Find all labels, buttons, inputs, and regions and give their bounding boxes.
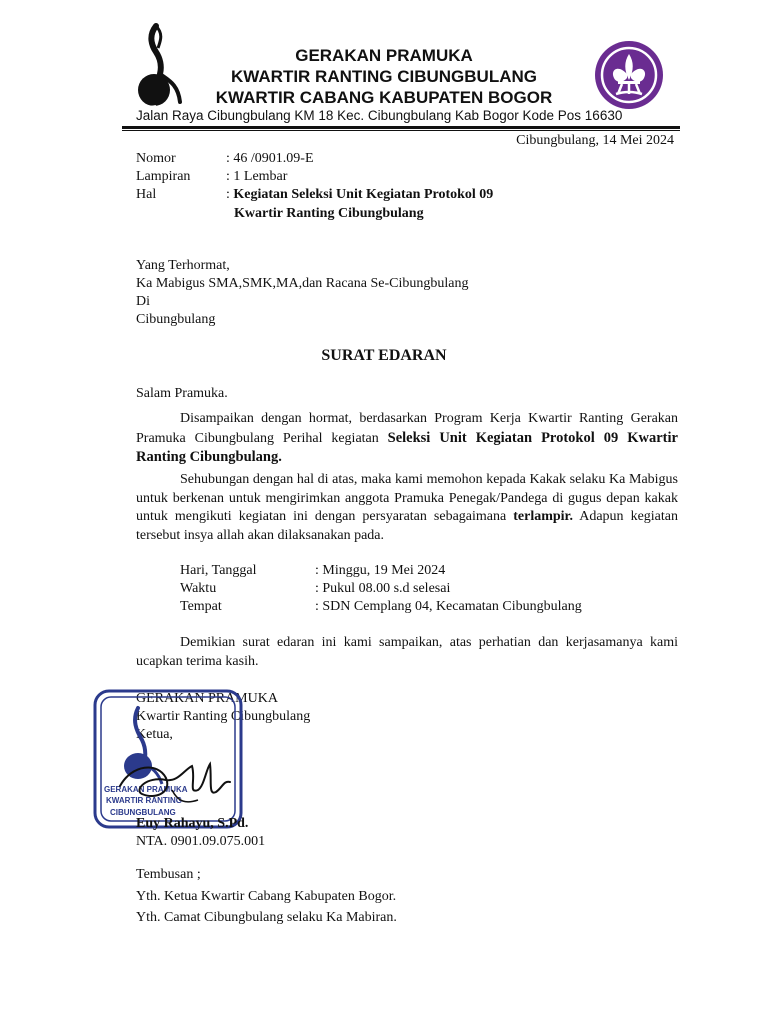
paragraph-1-text: Disampaikan dengan hormat, berdasarkan Program Kerja Kwartir Ranting Gerakan Pramuka Cibungbulang Perihal kegiatan (136, 411, 678, 446)
meta-subject-line-2: Kwartir Ranting Cibungbulang (234, 206, 424, 221)
paragraph-2-bold: terlampir. (513, 509, 573, 524)
recipient-greeting: Yang Terhormat, (136, 258, 230, 273)
meta-label-nomor: Nomor (136, 151, 176, 166)
meta-value-lampiran: : 1 Lembar (226, 169, 288, 184)
schedule-value-place: : SDN Cemplang 04, Kecamatan Cibungbulang (315, 599, 582, 614)
meta-value-hal (226, 186, 493, 204)
paragraph-1-bold: Seleksi Unit Kegiatan Protokol 09 Kwartir Ranting Cibungbulang. (136, 429, 678, 465)
cc-item: Yth. Camat Cibungbulang selaku Ka Mabiran. (136, 910, 397, 925)
schedule-value-time: : Pukul 08.00 s.d selesai (315, 581, 451, 596)
cc-item: Yth. Ketua Kwartir Cabang Kabupaten Bogor. (136, 889, 397, 904)
recipient-place: Cibungbulang (136, 312, 216, 327)
letter-date: Cibungbulang, 14 Mei 2024 (516, 133, 674, 148)
schedule-value-date: : Minggu, 19 Mei 2024 (315, 563, 446, 578)
letterhead-rule-thin (122, 130, 680, 131)
letterhead-line-3: KWARTIR CABANG KABUPATEN BOGOR (215, 88, 553, 107)
closing-paragraph: Demikian surat edaran ini kami sampaikan, atas perhatian dan kerjasamanya kami ucapkan terima kasih. (136, 635, 678, 669)
paragraph-2-text: Sehubungan dengan hal di atas, maka kami memohon kepada Kakak selaku Ka Mabigus untuk berkenan untuk mengirimkan anggota Pramuka Penegak/Pandega di gugus depan kakak untuk mengikuti kegiatan ini dengan persyaratan sebagaimana (136, 472, 678, 524)
meta-label-lampiran: Lampiran (136, 169, 191, 184)
schedule-label-place: Tempat (180, 599, 222, 614)
letterhead-rule (122, 126, 680, 129)
signature-unit: Kwartir Ranting Cibungbulang (136, 709, 311, 724)
salutation: Salam Pramuka. (136, 386, 228, 401)
stamp-text-2: KWARTIR RANTING (106, 796, 182, 805)
stamp-text-1: GERAKAN PRAMUKA (104, 785, 188, 794)
signature-role: Ketua, (136, 727, 173, 742)
recipient-name: Ka Mabigus SMA,SMK,MA,dan Racana Se-Cibungbulang (136, 276, 469, 291)
letter-title: SURAT EDARAN (321, 347, 447, 364)
meta-label-hal: Hal (136, 187, 157, 202)
letterhead-address: Jalan Raya Cibungbulang KM 18 Kec. Cibungbulang Kab Bogor Kode Pos 16630 (136, 108, 623, 123)
signatory-nta: NTA. 0901.09.075.001 (136, 834, 266, 849)
meta-subject: Kegiatan Seleksi Unit Kegiatan Protokol 09 (233, 187, 494, 202)
letterhead-line-1: GERAKAN PRAMUKA (295, 46, 473, 65)
meta-value-nomor: : 46 /0901.09-E (226, 151, 314, 166)
body-paragraph-1 (136, 410, 678, 468)
recipient-di: Di (136, 294, 150, 309)
schedule-label-date: Hari, Tanggal (180, 563, 257, 578)
handwritten-signature (112, 740, 232, 820)
paragraph-2-tail: Adapun kegiatan tersebut insya allah akan dilaksanakan pada. (136, 509, 678, 543)
body-paragraph-2 (136, 471, 678, 545)
schedule-label-time: Waktu (180, 581, 217, 596)
signature-org: GERAKAN PRAMUKA (136, 691, 278, 706)
world-scout-emblem (594, 40, 664, 110)
cc-label: Tembusan ; (136, 867, 201, 882)
meta-colon: : (226, 187, 234, 202)
letterhead-line-2: KWARTIR RANTING CIBUNGBULANG (231, 67, 537, 86)
stamp-text-3: CIBUNGBULANG (110, 808, 176, 817)
signatory-name: Euy Rahayu, S.Pd. (136, 816, 249, 831)
